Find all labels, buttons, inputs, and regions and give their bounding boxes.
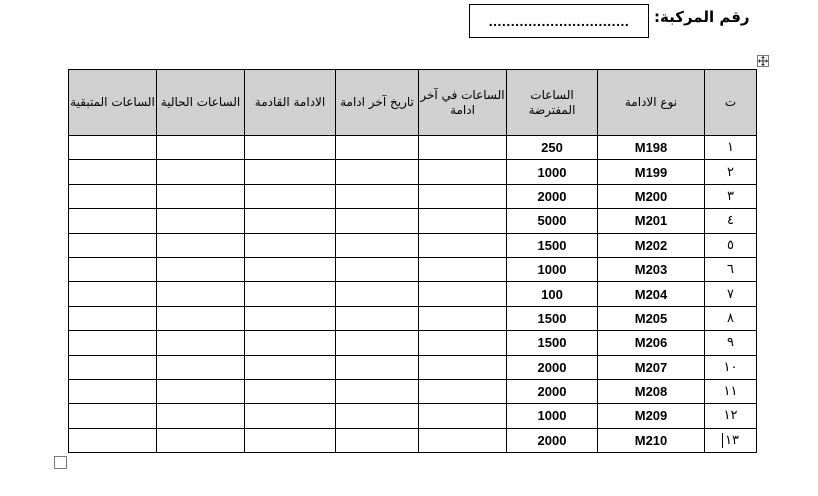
cell-last-maintenance-hours[interactable] [419, 160, 507, 184]
cell-maintenance-type[interactable]: M208 [598, 379, 705, 403]
header-next-maintenance[interactable]: الادامة القادمة [245, 70, 336, 136]
cell-remaining-hours[interactable] [69, 379, 157, 403]
table-row [69, 209, 757, 233]
table-row [69, 355, 757, 379]
cell-last-maintenance-date[interactable] [336, 184, 419, 208]
cell-maintenance-type[interactable]: M198 [598, 136, 705, 160]
cell-maintenance-type[interactable]: M207 [598, 355, 705, 379]
cell-next-maintenance[interactable] [245, 184, 336, 208]
cell-maintenance-type[interactable]: M209 [598, 404, 705, 428]
cell-maintenance-type[interactable]: M205 [598, 306, 705, 330]
header-current-hours[interactable]: الساعات الحالية [157, 70, 245, 136]
cell-current-hours[interactable] [157, 184, 245, 208]
cell-last-maintenance-date[interactable] [336, 233, 419, 257]
cell-maintenance-type[interactable]: M200 [598, 184, 705, 208]
cell-maintenance-type[interactable]: M204 [598, 282, 705, 306]
cell-assumed-hours[interactable]: 2000 [507, 355, 598, 379]
header-assumed-hours[interactable]: الساعات المفترضة [507, 70, 598, 136]
cell-maintenance-type[interactable]: M201 [598, 209, 705, 233]
cell-index[interactable]: ١ [705, 136, 757, 160]
cell-current-hours[interactable] [157, 306, 245, 330]
cell-current-hours[interactable] [157, 404, 245, 428]
table-row [69, 404, 757, 428]
cell-last-maintenance-hours[interactable] [419, 404, 507, 428]
cell-last-maintenance-hours[interactable] [419, 331, 507, 355]
header-last-maintenance-date[interactable]: تاريخ آخر ادامة [336, 70, 419, 136]
cell-next-maintenance[interactable] [245, 209, 336, 233]
cell-remaining-hours[interactable] [69, 306, 157, 330]
cell-assumed-hours[interactable]: 5000 [507, 209, 598, 233]
cell-remaining-hours[interactable] [69, 428, 157, 452]
cell-last-maintenance-hours[interactable] [419, 184, 507, 208]
table-row [69, 331, 757, 355]
cell-last-maintenance-hours[interactable] [419, 355, 507, 379]
cell-remaining-hours[interactable] [69, 331, 157, 355]
cell-current-hours[interactable] [157, 355, 245, 379]
cell-index[interactable]: ٦ [705, 257, 757, 281]
cell-index[interactable]: ١٢ [705, 404, 757, 428]
header-index[interactable]: ت [705, 70, 757, 136]
cell-maintenance-type[interactable]: M199 [598, 160, 705, 184]
table-move-icon[interactable] [757, 55, 769, 67]
cell-assumed-hours[interactable]: 2000 [507, 184, 598, 208]
cell-next-maintenance[interactable] [245, 257, 336, 281]
cell-remaining-hours[interactable] [69, 282, 157, 306]
cell-last-maintenance-date[interactable] [336, 379, 419, 403]
cell-index[interactable]: ٩ [705, 331, 757, 355]
cell-last-maintenance-date[interactable] [336, 331, 419, 355]
cell-last-maintenance-hours[interactable] [419, 257, 507, 281]
cell-assumed-hours[interactable]: 1500 [507, 306, 598, 330]
table-row [69, 184, 757, 208]
cell-maintenance-type[interactable]: M202 [598, 233, 705, 257]
cell-current-hours[interactable] [157, 136, 245, 160]
cell-current-hours[interactable] [157, 257, 245, 281]
table-row [69, 306, 757, 330]
cell-assumed-hours[interactable]: 250 [507, 136, 598, 160]
cell-last-maintenance-date[interactable] [336, 306, 419, 330]
cell-remaining-hours[interactable] [69, 184, 157, 208]
cell-last-maintenance-hours[interactable] [419, 282, 507, 306]
table-row [69, 428, 757, 452]
cell-last-maintenance-date[interactable] [336, 428, 419, 452]
cell-last-maintenance-hours[interactable] [419, 233, 507, 257]
cell-next-maintenance[interactable] [245, 428, 336, 452]
cell-last-maintenance-hours[interactable] [419, 209, 507, 233]
cell-index[interactable]: ٨ [705, 306, 757, 330]
cell-current-hours[interactable] [157, 379, 245, 403]
cell-last-maintenance-date[interactable] [336, 136, 419, 160]
cell-last-maintenance-hours[interactable] [419, 136, 507, 160]
vehicle-number-field[interactable]: ................................ [469, 4, 649, 38]
table-row [69, 257, 757, 281]
cell-last-maintenance-date[interactable] [336, 209, 419, 233]
cell-maintenance-type[interactable]: M210 [598, 428, 705, 452]
table-row [69, 282, 757, 306]
cell-current-hours[interactable] [157, 331, 245, 355]
maintenance-table [68, 69, 757, 453]
cell-current-hours[interactable] [157, 282, 245, 306]
header-remaining-hours[interactable]: الساعات المتبقية [69, 70, 157, 136]
vehicle-number-label: رقم المركبة: [654, 8, 750, 26]
cell-next-maintenance[interactable] [245, 233, 336, 257]
cell-remaining-hours[interactable] [69, 404, 157, 428]
cell-last-maintenance-hours[interactable] [419, 306, 507, 330]
text-cursor [722, 433, 723, 448]
cell-next-maintenance[interactable] [245, 331, 336, 355]
cell-index[interactable]: ١٣ [705, 428, 757, 452]
cell-assumed-hours[interactable]: 1500 [507, 331, 598, 355]
cell-assumed-hours[interactable]: 1500 [507, 233, 598, 257]
cell-next-maintenance[interactable] [245, 160, 336, 184]
cell-current-hours[interactable] [157, 160, 245, 184]
cell-index[interactable]: ١١ [705, 379, 757, 403]
cell-index[interactable]: ٢ [705, 160, 757, 184]
cell-last-maintenance-date[interactable] [336, 282, 419, 306]
cell-next-maintenance[interactable] [245, 282, 336, 306]
cell-remaining-hours[interactable] [69, 233, 157, 257]
cell-maintenance-type[interactable]: M206 [598, 331, 705, 355]
cell-next-maintenance[interactable] [245, 306, 336, 330]
cell-remaining-hours[interactable] [69, 209, 157, 233]
cell-maintenance-type[interactable]: M203 [598, 257, 705, 281]
cell-last-maintenance-hours[interactable] [419, 379, 507, 403]
cell-next-maintenance[interactable] [245, 379, 336, 403]
cell-current-hours[interactable] [157, 209, 245, 233]
cell-index[interactable]: ٧ [705, 282, 757, 306]
cell-last-maintenance-date[interactable] [336, 404, 419, 428]
cell-index[interactable]: ٤ [705, 209, 757, 233]
header-maintenance-type[interactable]: نوع الادامة [598, 70, 705, 136]
cell-index[interactable]: ١٠ [705, 355, 757, 379]
cell-last-maintenance-date[interactable] [336, 160, 419, 184]
cell-last-maintenance-date[interactable] [336, 257, 419, 281]
cell-assumed-hours[interactable]: 2000 [507, 428, 598, 452]
table-row [69, 233, 757, 257]
cell-assumed-hours[interactable]: 1000 [507, 160, 598, 184]
cell-remaining-hours[interactable] [69, 257, 157, 281]
cell-remaining-hours[interactable] [69, 136, 157, 160]
cell-index[interactable]: ٥ [705, 233, 757, 257]
table-row [69, 160, 757, 184]
cell-assumed-hours[interactable]: 100 [507, 282, 598, 306]
cell-current-hours[interactable] [157, 233, 245, 257]
table-row [69, 136, 757, 160]
cell-current-hours[interactable] [157, 428, 245, 452]
cell-remaining-hours[interactable] [69, 355, 157, 379]
table-resize-icon[interactable] [54, 456, 67, 469]
cell-last-maintenance-date[interactable] [336, 355, 419, 379]
cell-next-maintenance[interactable] [245, 404, 336, 428]
cell-last-maintenance-hours[interactable] [419, 428, 507, 452]
cell-assumed-hours[interactable]: 2000 [507, 379, 598, 403]
cell-assumed-hours[interactable]: 1000 [507, 404, 598, 428]
cell-remaining-hours[interactable] [69, 160, 157, 184]
header-last-maintenance-hours[interactable]: الساعات في آخر ادامة [419, 70, 507, 136]
cell-next-maintenance[interactable] [245, 355, 336, 379]
cell-next-maintenance[interactable] [245, 136, 336, 160]
cell-index[interactable]: ٣ [705, 184, 757, 208]
table-header-row [69, 70, 757, 136]
cell-assumed-hours[interactable]: 1000 [507, 257, 598, 281]
table-row [69, 379, 757, 403]
